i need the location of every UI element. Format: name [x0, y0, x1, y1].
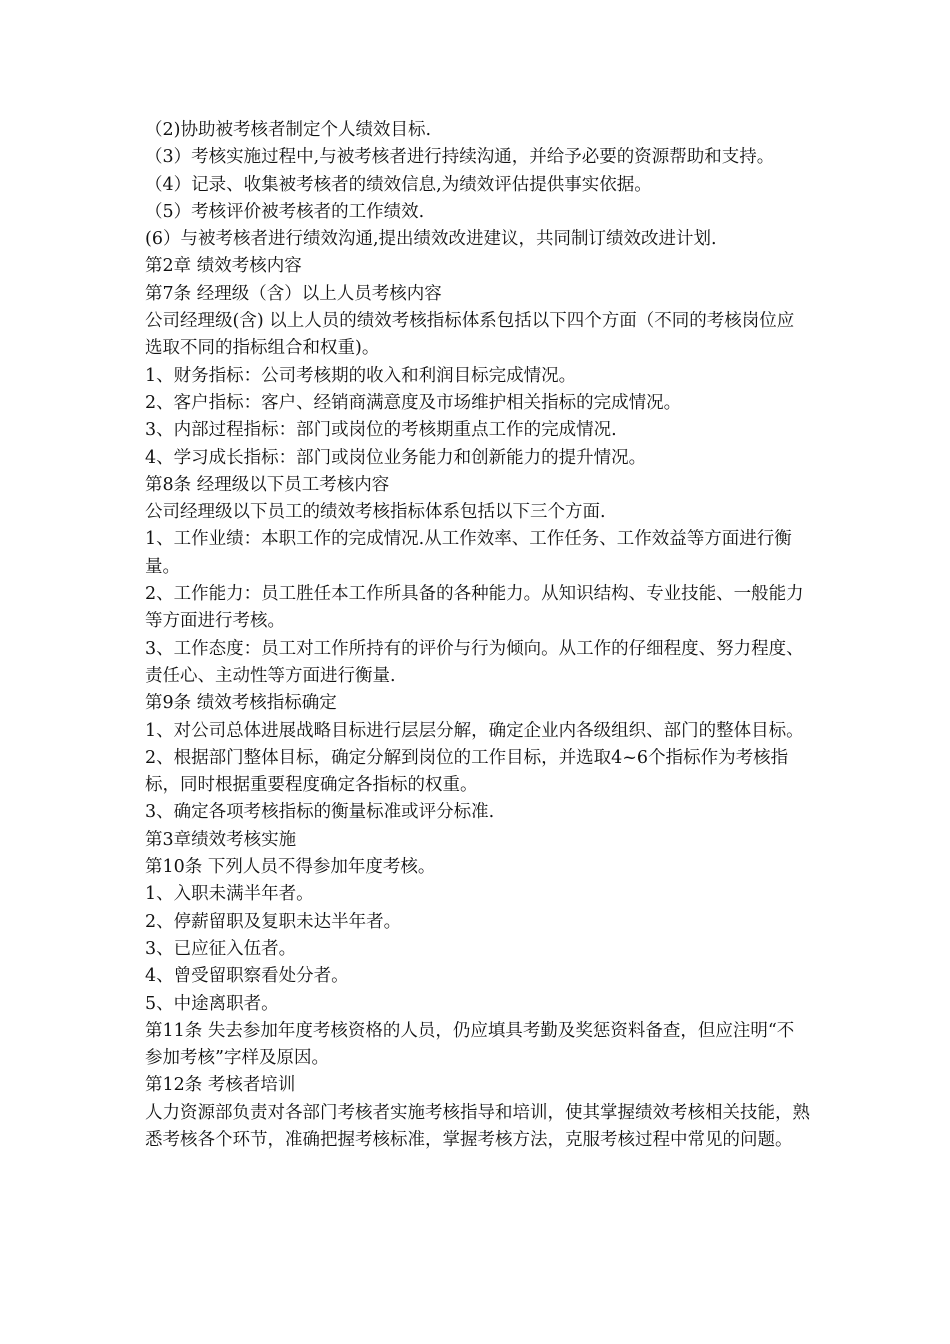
article-7-heading: 第7条 经理级（含）以上人员考核内容 [145, 283, 442, 304]
list-item-attitude: 3、工作态度：员工对工作所持有的评价与行为倾向。从工作的仔细程度、努力程度、责任心、主动性等方面进行衡量. [145, 638, 804, 686]
list-item-resigned: 5、中途离职者。 [145, 993, 279, 1014]
paragraph-training: 人力资源部负责对各部门考核者实施考核指导和培训，使其掌握绩效考核相关技能，熟悉考核各个环节，准确把握考核标准，掌握考核方法，克服考核过程中常见的问题。 [145, 1102, 810, 1150]
list-item-financial: 1、财务指标：公司考核期的收入和利润目标完成情况。 [145, 365, 577, 386]
paragraph-manager-indicators: 公司经理级(含) 以上人员的绩效考核指标体系包括以下四个方面（不同的考核岗位应选取不同的指标组合和权重)。 [145, 311, 795, 359]
chapter-3-heading: 第3章绩效考核实施 [145, 829, 297, 850]
article-11-paragraph: 第11条 失去参加年度考核资格的人员，仍应填具考勤及奖惩资料备查，但应注明“不参加考核”字样及原因。 [145, 1020, 795, 1069]
list-item-decompose-goals: 1、对公司总体进展战略目标进行层层分解，确定企业内各级组织、部门的整体目标。 [145, 720, 804, 741]
paragraph-evaluate: （5）考核评价被考核者的工作绩效. [145, 201, 425, 222]
article-8-heading: 第8条 经理级以下员工考核内容 [145, 474, 390, 495]
paragraph-staff-indicators: 公司经理级以下员工的绩效考核指标体系包括以下三个方面. [145, 502, 606, 523]
list-item-unpaid-leave: 2、停薪留职及复职未达半年者。 [145, 911, 402, 932]
list-item-internal-process: 3、内部过程指标：部门或岗位的考核期重点工作的完成情况. [145, 420, 617, 441]
paragraph-record-info: （4）记录、收集被考核者的绩效信息,为绩效评估提供事实依据。 [145, 174, 652, 195]
paragraph-assist-goals: （2)协助被考核者制定个人绩效目标. [145, 120, 432, 140]
list-item-select-indicators: 2、根据部门整体目标，确定分解到岗位的工作目标，并选取4~6个指标作为考核指标，同时根据重要程度确定各指标的权重。 [145, 747, 789, 796]
list-item-performance: 1、工作业绩：本职工作的完成情况.从工作效率、工作任务、工作效益等方面进行衡量。 [145, 529, 792, 577]
document-page [145, 117, 810, 1154]
article-10-heading: 第10条 下列人员不得参加年度考核。 [145, 857, 436, 878]
list-item-customer: 2、客户指标：客户、经销商满意度及市场维护相关指标的完成情况。 [145, 392, 682, 413]
list-item-military: 3、已应征入伍者。 [145, 938, 297, 959]
list-item-ability: 2、工作能力：员工胜任本工作所具备的各种能力。从知识结构、专业技能、一般能力等方面进行考核。 [145, 584, 804, 632]
chapter-2-heading: 第2章 绩效考核内容 [145, 256, 302, 277]
article-9-heading: 第9条 绩效考核指标确定 [145, 693, 337, 714]
article-12-heading: 第12条 考核者培训 [145, 1075, 296, 1096]
paragraph-communication: （3）考核实施过程中,与被考核者进行持续沟通，并给予必要的资源帮助和支持。 [145, 147, 775, 168]
paragraph-improvement-plan: (6）与被考核者进行绩效沟通,提出绩效改进建议，共同制订绩效改进计划. [145, 229, 717, 250]
list-item-learning-growth: 4、学习成长指标：部门或岗位业务能力和创新能力的提升情况。 [145, 447, 647, 468]
list-item-standards: 3、确定各项考核指标的衡量标准或评分标准. [145, 802, 495, 823]
list-item-new-hire: 1、入职未满半年者。 [145, 884, 314, 905]
list-item-probation: 4、曾受留职察看处分者。 [145, 966, 349, 987]
